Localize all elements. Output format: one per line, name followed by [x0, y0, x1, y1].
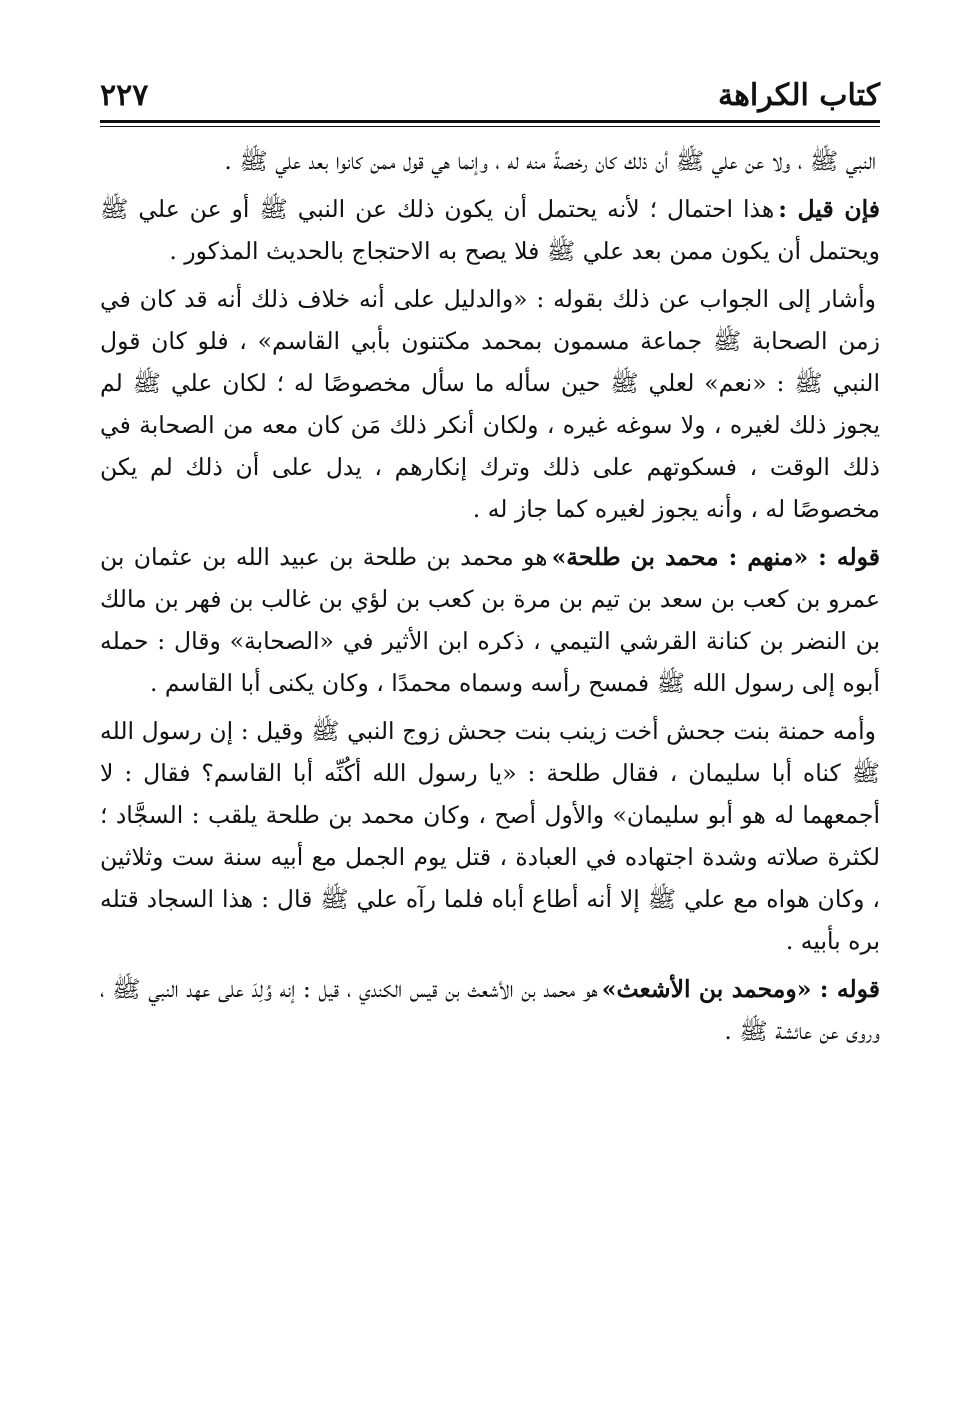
- paragraph: [100, 536, 880, 704]
- paragraph: [100, 968, 880, 1052]
- paragraph-lead: فإن قيل :: [778, 195, 880, 223]
- paragraph-text: وأمه حمنة بنت جحش أخت زينب بنت جحش زوج النبي ﷺ وقيل : إن رسول الله ﷺ كناه أبا سليمان ، فقال طلحة : «يا رسول الله أكُنِّه أبا القاسم؟ فقال : لا أجمعهما له هو أبو سليمان» والأول أصح ، وكان محمد بن طلحة يلقب : السجَّاد ؛ لكثرة صلاته وشدة اجتهاده في العبادة ، قتل يوم الجمل مع أبيه سنة ست وثلاثين ، وكان هواه مع علي ﷺ إلا أنه أطاع أباه فلما رآه علي ﷺ قال : هذا السجاد قتله بره بأبيه .: [100, 717, 880, 955]
- paragraph: [100, 188, 880, 272]
- running-header: [100, 72, 880, 120]
- paragraph: [100, 710, 880, 962]
- paragraph-lead: قوله : «ومحمد بن الأشعث»: [601, 975, 880, 1003]
- main-text: [100, 140, 880, 1058]
- paragraph-text: هو محمد بن طلحة بن عبيد الله بن عثمان بن عمرو بن كعب بن سعد بن تيم بن مرة بن كعب بن لؤي بن غالب بن فهر بن مالك بن النضر بن كنانة القرشي التيمي ، ذكره ابن الأثير في «الصحابة» وقال : حمله أبوه إلى رسول الله ﷺ فمسح رأسه وسماه محمدًا ، وكان يكنى أبا القاسم .: [100, 543, 880, 697]
- paragraph-text: النبي ﷺ ، ولا عن علي ﷺ أن ذلك كان رخصةً منه له ، وإنما هي قول ممن كانوا بعد علي ﷺ .: [224, 147, 876, 175]
- paragraph-text: هو محمد بن الأشعث بن قيس الكندي ، قيل : إنه وُلِدَ على عهد النبي ﷺ ، وروى عن عائشة ﷺ .: [100, 975, 880, 1045]
- paragraph: [100, 278, 880, 530]
- paragraph-text: وأشار إلى الجواب عن ذلك بقوله : «والدليل على أنه خلاف ذلك أنه قد كان في زمن الصحابة ﷺ جماعة مسمون بمحمد مكتنون بأبي القاسم» ، فلو كان قول النبي ﷺ : «نعم» لعلي ﷺ حين سأله ما سأل مخصوصًا له ؛ لكان علي ﷺ لم يجوز ذلك لغيره ، ولا سوغه غيره ، ولكان أنكر ذلك مَن كان معه من الصحابة في ذلك الوقت ، فسكوتهم على ذلك وترك إنكارهم ، يدل على أن ذلك لم يكن مخصوصًا له ، وأنه يجوز لغيره كما جاز له .: [100, 285, 880, 523]
- paragraph-lead: قوله : «منهم : محمد بن طلحة»: [551, 543, 880, 571]
- paragraph-text: هذا احتمال ؛ لأنه يحتمل أن يكون ذلك عن النبي ﷺ أو عن علي ﷺ ويحتمل أن يكون ممن بعد علي ﷺ فلا يصح به الاحتجاج بالحديث المذكور .: [100, 195, 880, 265]
- page-number: ٢٢٧: [100, 78, 149, 113]
- header-rule-thin: [100, 126, 880, 127]
- paragraph: [100, 140, 880, 182]
- header-rule-thick: [100, 120, 880, 123]
- chapter-title: كتاب الكراهة: [718, 78, 880, 113]
